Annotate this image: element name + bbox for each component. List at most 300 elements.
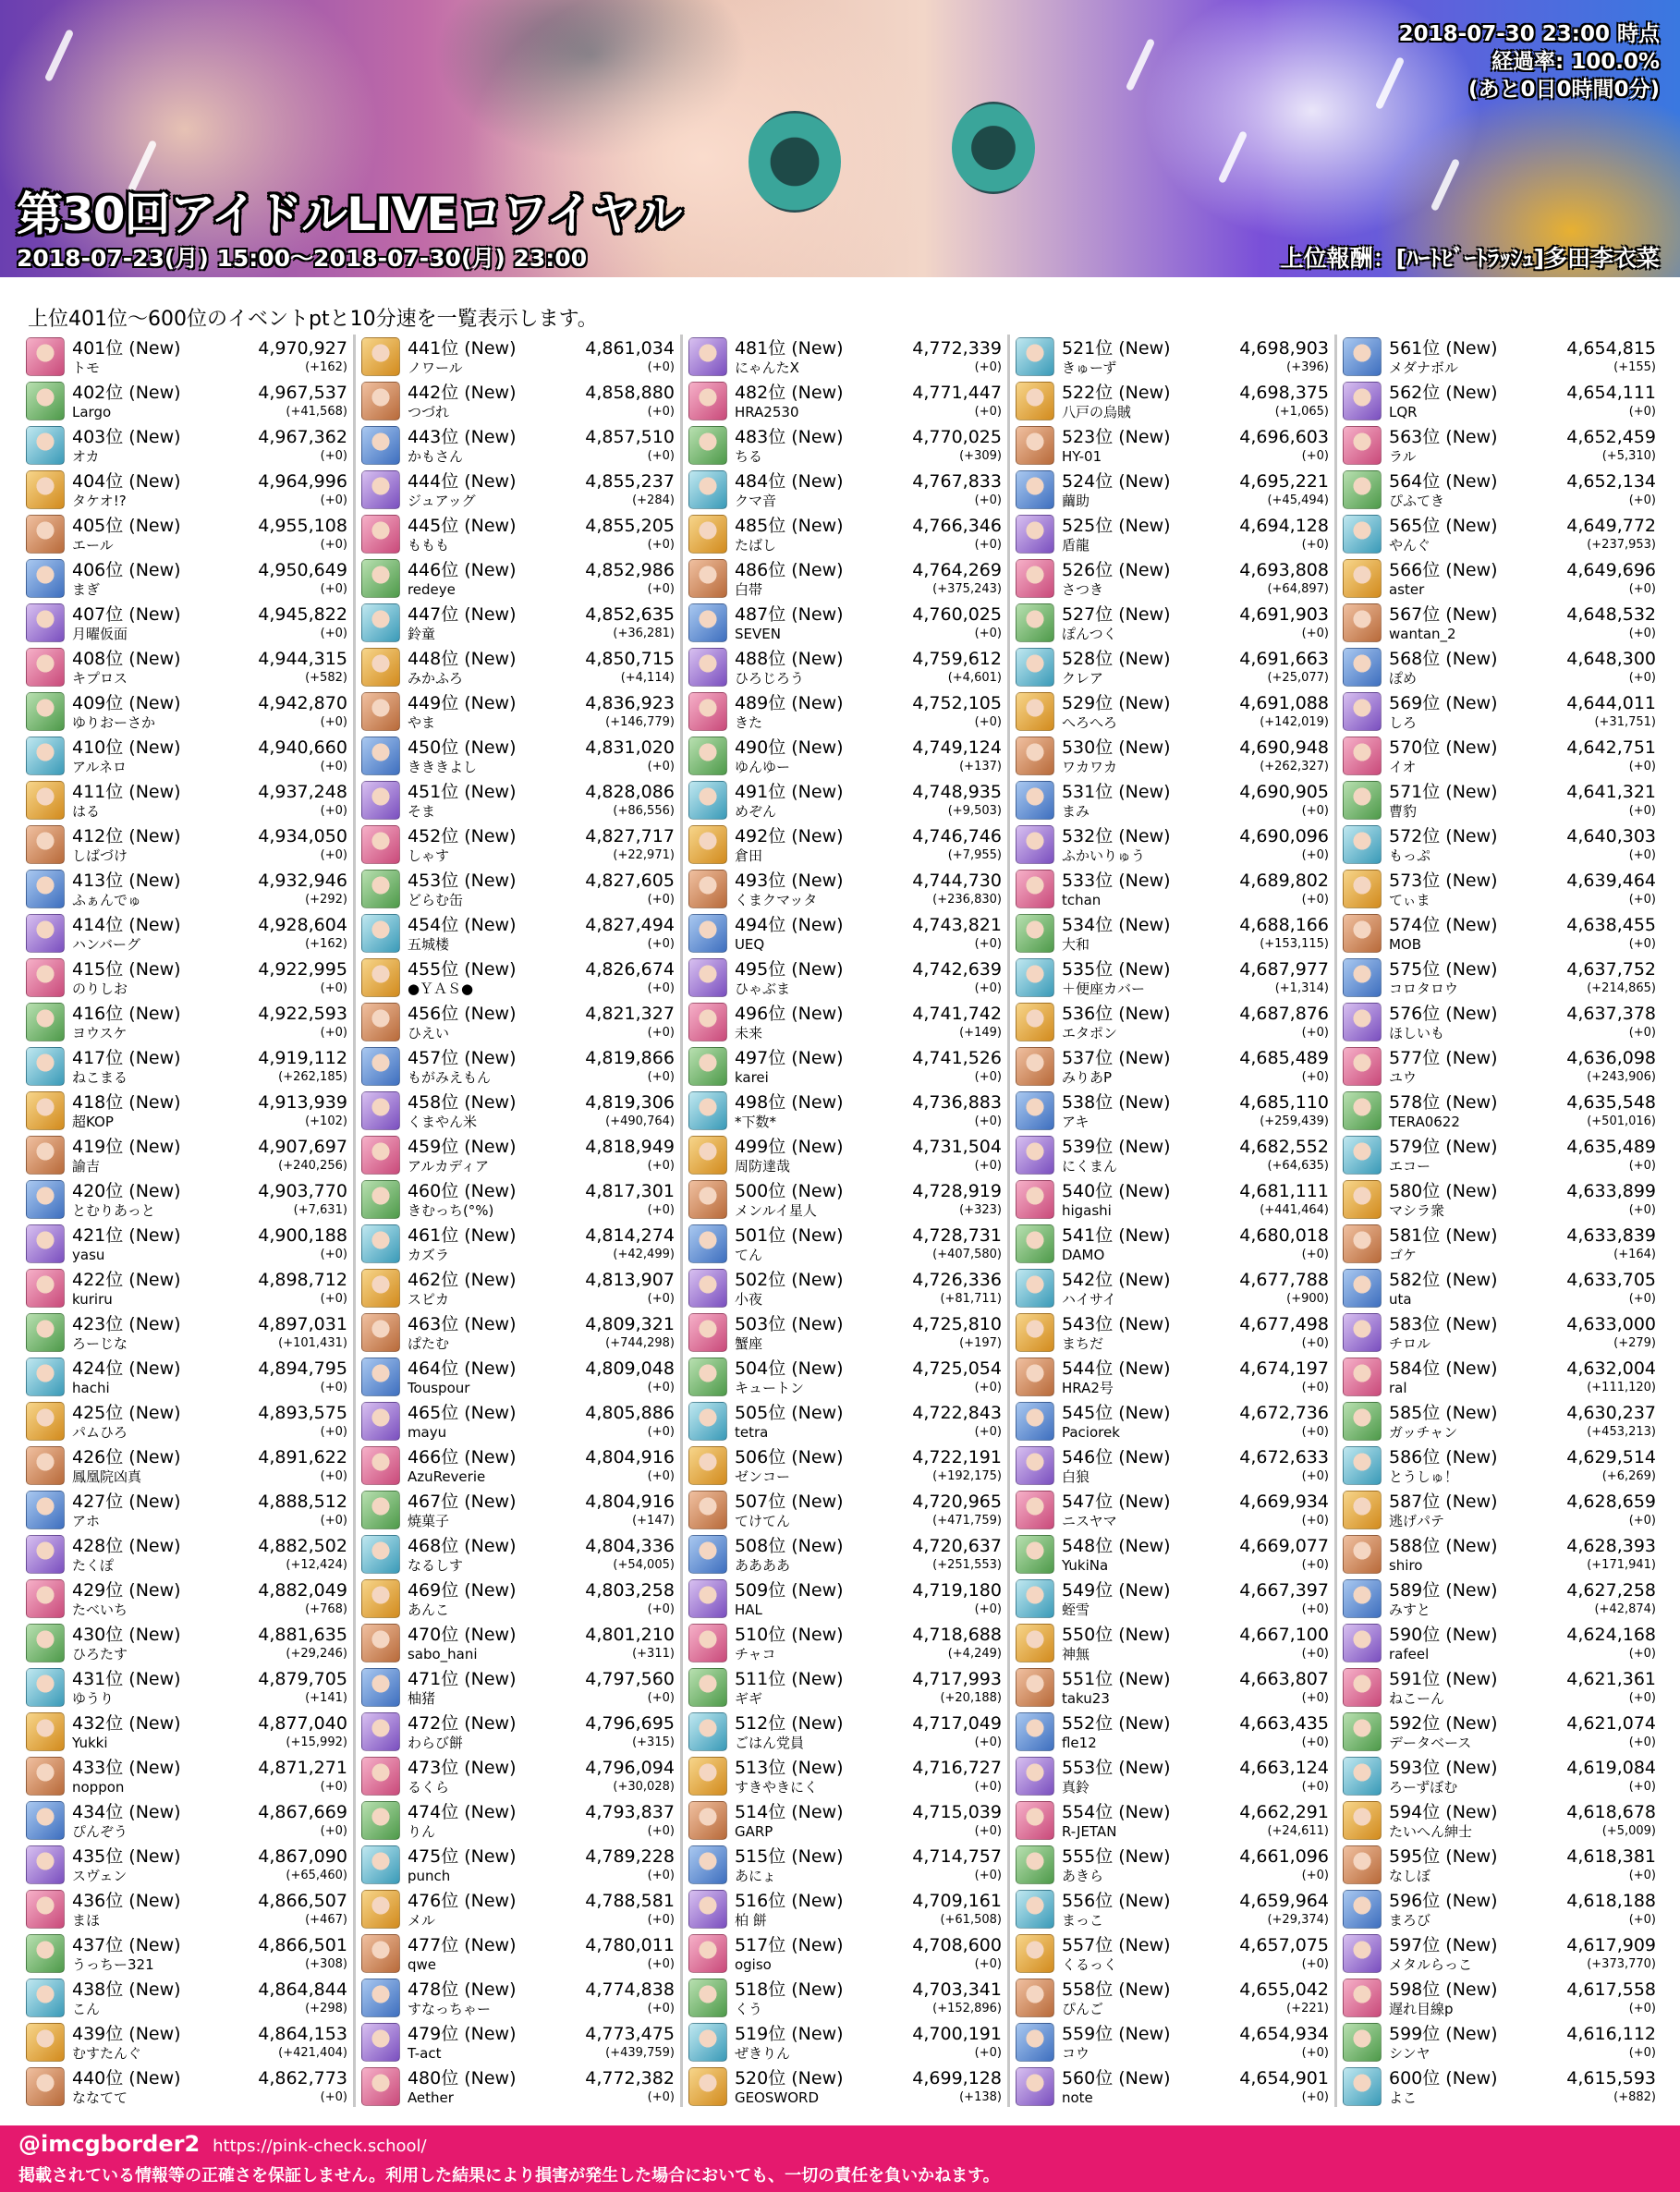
ranking-entry[interactable] [26,556,347,601]
ranking-entry[interactable] [26,2020,347,2064]
ranking-entry[interactable] [26,1488,347,1532]
entry-line-1 [1389,781,1656,803]
event-points: 4,619,084 [1566,1758,1656,1778]
entry-line-1 [1389,2023,1656,2045]
ranking-entry[interactable] [688,911,1002,956]
rank-label: 544位 (New) [1061,1358,1171,1379]
ranking-entry[interactable] [688,1355,1002,1399]
ranking-entry[interactable] [361,1577,675,1621]
entry-line-1 [408,2067,675,2089]
ranking-entry[interactable] [1343,1177,1656,1222]
ranking-entry[interactable] [688,556,1002,601]
ranking-entry[interactable] [361,956,675,1000]
event-points: 4,649,696 [1566,560,1656,580]
entry-line-1 [72,1845,347,1868]
ranking-entry[interactable] [688,1843,1002,1887]
ranking-entry[interactable] [1343,1089,1656,1133]
ranking-entry[interactable] [1343,1798,1656,1843]
player-name: オカ [72,448,100,465]
ranking-entry[interactable] [26,1399,347,1443]
player-name: そま [407,803,435,820]
ranking-entry[interactable] [1016,1000,1329,1044]
entry-line-2 [408,1468,675,1485]
idol-avatar-icon [1343,603,1382,642]
ranking-entry[interactable] [1016,645,1329,689]
player-name: コウ [1061,2045,1090,2062]
ranking-entry[interactable] [26,1443,347,1488]
ranking-entry[interactable] [688,1310,1002,1355]
idol-avatar-icon [1343,1890,1382,1929]
entry-line-2 [1389,1557,1656,1574]
player-name: すなっちゃー [407,2001,491,2017]
ranking-entry[interactable] [688,1887,1002,1931]
entry-line-1 [1389,426,1656,448]
ranking-entry[interactable] [1343,867,1656,911]
entry-line-2 [1062,1069,1329,1086]
event-points: 4,744,730 [912,871,1002,891]
ranking-entry[interactable] [361,1177,675,1222]
ranking-entry[interactable] [688,423,1002,468]
ranking-entry[interactable] [688,1177,1002,1222]
ranking-entry[interactable] [688,1577,1002,1621]
event-points: 4,788,581 [585,1891,675,1911]
ranking-entry[interactable] [361,2020,675,2064]
ranking-entry[interactable] [1343,1266,1656,1310]
ranking-entry[interactable] [1343,1665,1656,1710]
entry-line-1 [408,1358,675,1380]
player-name: まみ [1061,803,1090,820]
entry-line-1 [735,2067,1002,2089]
ranking-entry[interactable] [1343,379,1656,423]
ranking-entry[interactable] [688,1443,1002,1488]
ranking-entry[interactable] [1343,822,1656,867]
ranking-entry[interactable] [26,1931,347,1976]
ranking-entry[interactable] [1343,1443,1656,1488]
ranking-entry[interactable] [1343,1754,1656,1798]
player-name: りん [407,1823,435,1840]
ranking-entry[interactable] [1016,734,1329,778]
player-name: しゃす [407,847,449,864]
ranking-entry[interactable] [26,1532,347,1577]
entry-info [72,1535,347,1574]
ranking-entry[interactable] [688,1133,1002,1177]
ranking-entry[interactable] [361,1754,675,1798]
ranking-entry[interactable] [1343,512,1656,556]
rank-label: 494位 (New) [734,915,844,935]
ranking-entry[interactable] [1343,911,1656,956]
ranking-entry[interactable] [26,2064,347,2109]
player-name: kuriru [72,1291,113,1308]
rank-label: 597位 (New) [1388,1935,1498,1955]
ranking-entry[interactable] [688,1532,1002,1577]
ranking-entry[interactable] [688,1710,1002,1754]
ranking-entry[interactable] [1343,1532,1656,1577]
ranking-entry[interactable] [1343,2020,1656,2064]
ranking-entry[interactable] [1343,1976,1656,2020]
event-points: 4,828,086 [585,782,675,802]
entry-info [1062,1979,1329,2017]
ranking-entry[interactable] [688,601,1002,645]
entry-line-2 [408,1779,675,1796]
player-name: 超KOP [72,1114,114,1130]
entry-line-2 [408,1025,675,1041]
ranking-entry[interactable] [361,335,675,379]
rank-label: 462位 (New) [407,1270,517,1290]
ten-minute-delta: (+146,779) [605,715,675,729]
ranking-entry[interactable] [1016,1310,1329,1355]
ranking-entry[interactable] [1343,601,1656,645]
ranking-entry[interactable] [1016,778,1329,822]
ranking-entry[interactable] [1343,778,1656,822]
ranking-entry[interactable] [26,1577,347,1621]
ranking-entry[interactable] [361,1488,675,1532]
entry-info [1062,1934,1329,1973]
ranking-entry[interactable] [26,645,347,689]
ranking-entry[interactable] [688,468,1002,512]
ranking-entry[interactable] [1016,1665,1329,1710]
rank-label: 548位 (New) [1061,1536,1171,1556]
ranking-entry[interactable] [361,1931,675,1976]
ranking-entry[interactable] [1016,512,1329,556]
ranking-entry[interactable] [1343,1399,1656,1443]
event-points: 4,882,049 [258,1580,347,1601]
ranking-entry[interactable] [361,734,675,778]
entry-info [408,1136,675,1175]
ranking-entry[interactable] [688,335,1002,379]
ten-minute-delta: (+744,298) [605,1336,675,1350]
entry-info [72,2023,347,2062]
player-name: つづれ [407,404,449,420]
entry-line-2 [1389,581,1656,598]
ranking-entry[interactable] [1016,1355,1329,1399]
ranking-entry[interactable] [361,1621,675,1665]
ranking-entry[interactable] [1016,1976,1329,2020]
ranking-entry[interactable] [361,1798,675,1843]
entry-line-2 [1389,847,1656,864]
ranking-entry[interactable] [361,379,675,423]
ranking-entry[interactable] [1343,1044,1656,1089]
ranking-entry[interactable] [1343,1931,1656,1976]
event-points: 4,861,034 [585,338,675,359]
ranking-entry[interactable] [26,1665,347,1710]
ranking-entry[interactable] [361,1355,675,1399]
ranking-entry[interactable] [361,1843,675,1887]
ranking-entry[interactable] [1016,689,1329,734]
ranking-entry[interactable] [361,2064,675,2109]
player-name: ぽんつく [1061,626,1117,642]
event-points: 4,934,050 [258,826,347,846]
ranking-entry[interactable] [1016,1222,1329,1266]
ranking-entry[interactable] [361,1133,675,1177]
ranking-entry[interactable] [688,2020,1002,2064]
ranking-entry[interactable] [1016,601,1329,645]
idol-avatar-icon [1343,1136,1382,1175]
ranking-entry[interactable] [26,1355,347,1399]
idol-avatar-icon [26,1712,65,1751]
ranking-entry[interactable] [688,1976,1002,2020]
rank-label: 598位 (New) [1388,1979,1498,2000]
entry-line-2 [408,1202,675,1219]
ranking-entry[interactable] [688,1089,1002,1133]
ranking-entry[interactable] [688,645,1002,689]
ranking-entry[interactable] [688,822,1002,867]
entry-info [72,1047,347,1086]
ranking-entry[interactable] [26,1798,347,1843]
ranking-entry[interactable] [361,778,675,822]
entry-info [1062,1358,1329,1396]
ranking-entry[interactable] [1343,1000,1656,1044]
ranking-entry[interactable] [1016,1710,1329,1754]
ranking-entry[interactable] [361,1266,675,1310]
ranking-entry[interactable] [1343,1222,1656,1266]
ranking-entry[interactable] [1016,1266,1329,1310]
ranking-entry[interactable] [26,468,347,512]
ranking-entry[interactable] [26,1000,347,1044]
ranking-entry[interactable] [26,1044,347,1089]
idol-avatar-icon [688,515,727,554]
site-url[interactable]: https://pink-check.school/ [213,2137,427,2156]
ranking-entry[interactable] [1343,335,1656,379]
ranking-entry[interactable] [688,379,1002,423]
ranking-entry[interactable] [688,1399,1002,1443]
player-name: uta [1388,1291,1412,1308]
ranking-entry[interactable] [361,1222,675,1266]
ranking-entry[interactable] [26,1177,347,1222]
ranking-entry[interactable] [26,1133,347,1177]
ranking-entry[interactable] [361,867,675,911]
ranking-entry[interactable] [1016,1133,1329,1177]
ranking-entry[interactable] [26,778,347,822]
ranking-entry[interactable] [688,1044,1002,1089]
rank-label: 417位 (New) [72,1048,181,1068]
rank-label: 456位 (New) [407,1004,517,1024]
ranking-entry[interactable] [1016,1177,1329,1222]
rank-label: 412位 (New) [72,826,181,846]
ten-minute-delta: (+0) [647,360,675,374]
ranking-entry[interactable] [1016,2064,1329,2109]
ranking-entry[interactable] [688,689,1002,734]
ranking-entry[interactable] [26,379,347,423]
ranking-entry[interactable] [1016,1089,1329,1133]
entry-line-2 [1062,1779,1329,1796]
ranking-entry[interactable] [1016,1754,1329,1798]
ranking-entry[interactable] [26,1266,347,1310]
entry-info [72,426,347,465]
entry-info [735,1934,1002,1973]
ranking-entry[interactable] [688,778,1002,822]
ranking-entry[interactable] [1016,1488,1329,1532]
ten-minute-delta: (+0) [647,1824,675,1838]
ranking-entry[interactable] [1343,2064,1656,2109]
player-name: 蟹座 [734,1335,762,1352]
ranking-entry[interactable] [361,512,675,556]
rank-label: 501位 (New) [734,1225,844,1246]
ranking-entry[interactable] [1016,1443,1329,1488]
ranking-entry[interactable] [1343,1621,1656,1665]
ranking-entry[interactable] [361,1665,675,1710]
ranking-entry[interactable] [361,1310,675,1355]
ranking-entry[interactable] [1016,956,1329,1000]
entry-line-1 [1062,426,1329,448]
ranking-entry[interactable] [26,822,347,867]
entry-line-2 [408,1513,675,1529]
ranking-entry[interactable] [688,1931,1002,1976]
entry-line-1 [72,1180,347,1202]
entry-info [72,1358,347,1396]
ranking-entry[interactable] [1016,468,1329,512]
ranking-entry[interactable] [688,956,1002,1000]
ranking-entry[interactable] [1343,1310,1656,1355]
ranking-entry[interactable] [26,911,347,956]
twitter-handle[interactable]: @imcgborder2 [18,2131,201,2157]
ranking-entry[interactable] [688,1266,1002,1310]
ranking-entry[interactable] [26,867,347,911]
ranking-entry[interactable] [26,1621,347,1665]
ranking-entry[interactable] [1016,1887,1329,1931]
ranking-entry[interactable] [1343,734,1656,778]
ranking-entry[interactable] [688,512,1002,556]
ranking-entry[interactable] [361,556,675,601]
ranking-entry[interactable] [688,2064,1002,2109]
ranking-entry[interactable] [26,1310,347,1355]
ranking-entry[interactable] [26,734,347,778]
ranking-entry[interactable] [1343,689,1656,734]
ranking-entry[interactable] [26,601,347,645]
event-points: 4,717,049 [912,1713,1002,1734]
ranking-entry[interactable] [688,1222,1002,1266]
ranking-entry[interactable] [361,1000,675,1044]
entry-line-2 [1389,1690,1656,1707]
idol-avatar-icon [361,1091,400,1130]
player-name: rafeel [1388,1646,1430,1662]
ranking-entry[interactable] [361,1399,675,1443]
entry-line-1 [1062,382,1329,404]
entry-line-2 [408,404,675,420]
ranking-entry[interactable] [361,1443,675,1488]
ranking-entry[interactable] [26,1710,347,1754]
ranking-entry[interactable] [688,734,1002,778]
ranking-entry[interactable] [1343,423,1656,468]
event-points: 4,731,504 [912,1137,1002,1157]
ranking-entry[interactable] [361,423,675,468]
ranking-entry[interactable] [1016,379,1329,423]
ranking-entry[interactable] [26,1843,347,1887]
event-points: 4,629,514 [1566,1447,1656,1467]
entry-info [1389,1224,1656,1263]
ranking-entry[interactable] [1016,423,1329,468]
ranking-entry[interactable] [361,645,675,689]
ranking-entry[interactable] [26,512,347,556]
ranking-entry[interactable] [361,1976,675,2020]
ranking-entry[interactable] [1343,1488,1656,1532]
ranking-entry[interactable] [361,822,675,867]
ranking-entry[interactable] [688,1798,1002,1843]
event-points: 4,616,112 [1566,2024,1656,2044]
ranking-entry[interactable] [1343,645,1656,689]
ranking-entry[interactable] [688,1488,1002,1532]
ranking-entry[interactable] [1016,1798,1329,1843]
ranking-entry[interactable] [26,956,347,1000]
ranking-entry[interactable] [1343,1133,1656,1177]
ranking-entry[interactable] [1343,1577,1656,1621]
ranking-entry[interactable] [1016,335,1329,379]
ranking-entry[interactable] [361,1532,675,1577]
ranking-entry[interactable] [1016,556,1329,601]
rank-label: 415位 (New) [72,959,181,980]
event-points: 4,752,105 [912,693,1002,713]
ranking-entry[interactable] [1016,1621,1329,1665]
ranking-entry[interactable] [361,601,675,645]
ranking-entry[interactable] [1343,468,1656,512]
ranking-entry[interactable] [1343,1355,1656,1399]
ranking-entry[interactable] [1016,1843,1329,1887]
ranking-entry[interactable] [1016,1577,1329,1621]
entry-line-2 [1389,2001,1656,2017]
idol-avatar-icon [1016,1712,1054,1751]
ranking-entry[interactable] [1016,1044,1329,1089]
player-name: よこ [1388,2089,1417,2106]
ranking-entry[interactable] [361,911,675,956]
ranking-entry[interactable] [1343,1887,1656,1931]
ranking-entry[interactable] [688,1665,1002,1710]
ranking-entry[interactable] [1016,867,1329,911]
ranking-entry[interactable] [1016,2020,1329,2064]
entry-line-2 [408,1158,675,1175]
entry-line-2 [72,670,347,687]
ranking-entry[interactable] [361,1044,675,1089]
entry-info [72,737,347,775]
entry-line-2 [72,1823,347,1840]
ranking-entry[interactable] [1343,1710,1656,1754]
ranking-entry[interactable] [1343,956,1656,1000]
ranking-entry[interactable] [688,1754,1002,1798]
ranking-entry[interactable] [361,1887,675,1931]
ranking-entry[interactable] [26,1887,347,1931]
ranking-entry[interactable] [26,1089,347,1133]
entry-line-2 [1389,1513,1656,1529]
ranking-entry[interactable] [361,1710,675,1754]
entry-line-2 [408,448,675,465]
ranking-entry[interactable] [1016,1931,1329,1976]
ranking-entry[interactable] [1343,1843,1656,1887]
ranking-entry[interactable] [688,1000,1002,1044]
entry-line-2 [735,1247,1002,1263]
ranking-entry[interactable] [1016,1399,1329,1443]
ranking-entry[interactable] [361,689,675,734]
rank-label: 582位 (New) [1388,1270,1498,1290]
ranking-entry[interactable] [361,468,675,512]
ranking-entry[interactable] [26,689,347,734]
ranking-entry[interactable] [361,1089,675,1133]
ranking-entry[interactable] [688,867,1002,911]
ranking-entry[interactable] [688,1621,1002,1665]
ranking-entry[interactable] [1016,911,1329,956]
ranking-entry[interactable] [26,423,347,468]
ranking-entry[interactable] [26,1976,347,2020]
ranking-entry[interactable] [1016,1532,1329,1577]
entry-line-1 [735,1402,1002,1424]
ranking-entry[interactable] [26,1754,347,1798]
ranking-entry[interactable] [26,335,347,379]
entry-line-1 [72,914,347,936]
ranking-entry[interactable] [1343,556,1656,601]
ranking-entry[interactable] [26,1222,347,1266]
idol-avatar-icon [688,1446,727,1485]
entry-line-2 [72,1069,347,1086]
ten-minute-delta: (+0) [320,1425,347,1439]
entry-line-1 [735,914,1002,936]
ranking-entry[interactable] [1016,822,1329,867]
